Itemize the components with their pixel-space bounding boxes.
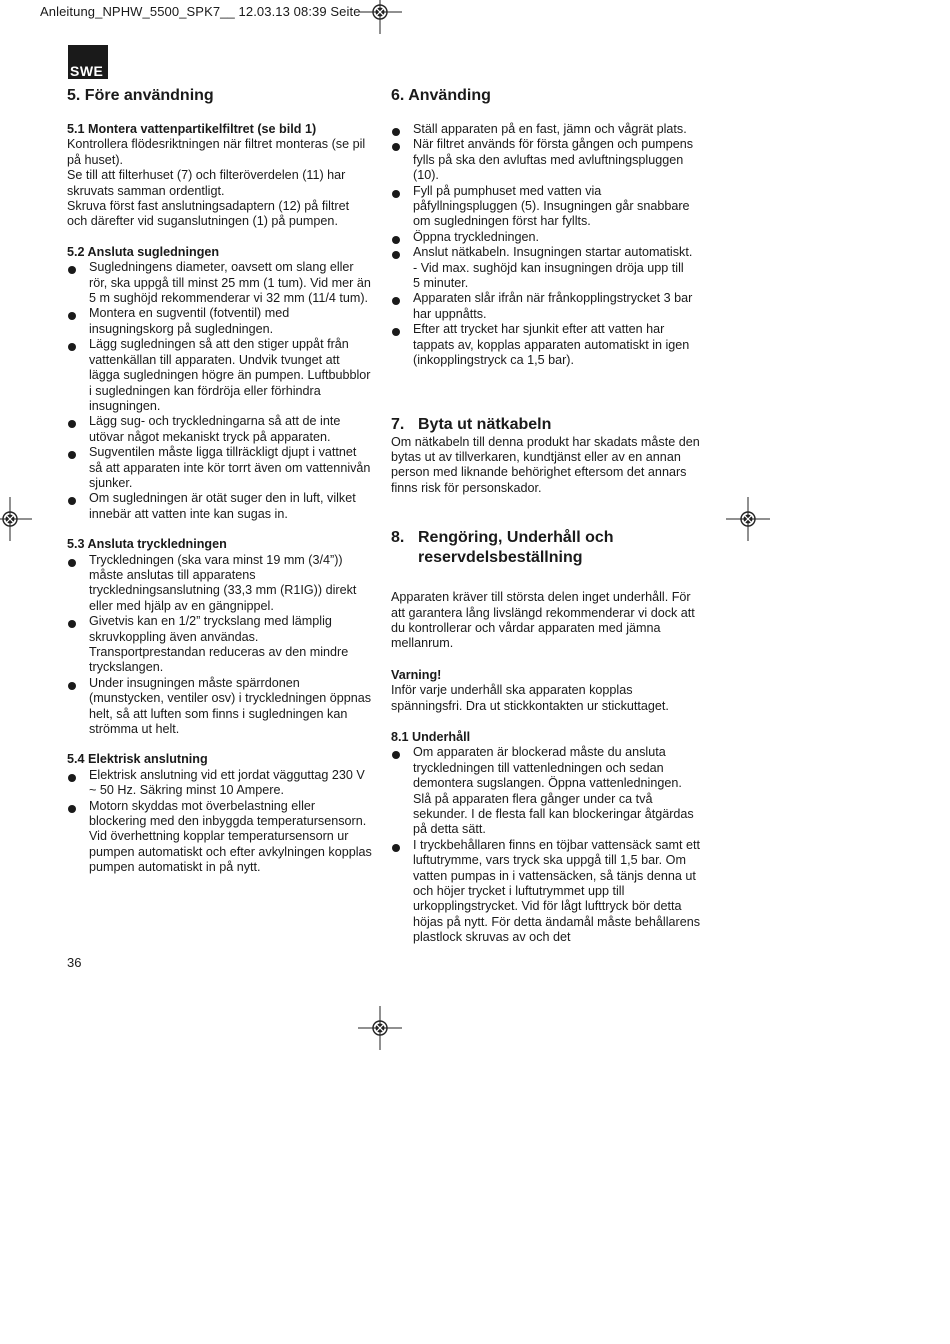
language-badge (68, 45, 108, 79)
section-8-title (391, 528, 701, 568)
list-item: Efter att trycket har sjunkit efter att vatten har tappats av, kopplas apparaten automatiskt in igen (inkopplingstryck ca 1,5 bar). (391, 322, 701, 368)
section-7-heading: Byta ut nätkabeln (418, 415, 552, 433)
section-5-1-paragraph: Skruva först fast anslutningsadaptern (12) på filtret och därefter vid suganslutningen (1) på pumpen. (67, 199, 350, 229)
list-item: Öppna tryckledningen. (391, 230, 701, 245)
warning-title: Varning! (391, 667, 442, 682)
list-item: Lägg sugledningen så att den stiger uppåt från vattenkällan till apparaten. Undvik tvunget att lägga sugledningen högre än pumpen. Luftbubblor i sugledningen kan fördröja eller förhindra insugningen. (67, 337, 372, 414)
list-item-note: 5 minuter. (413, 276, 469, 291)
section-5-4-list (67, 768, 372, 876)
section-5-3-list (67, 553, 372, 738)
page-number: 36 (67, 955, 82, 970)
list-item: Om sugledningen är otät suger den in luft, vilket innebär att vatten inte kan sugas in. (67, 491, 372, 522)
list-item: Om apparaten är blockerad måste du ansluta tryckledningen till vattenledningen och sedan demontera sugslangen. Öppna vattenledningen. Slå på apparaten flera gånger under ca två sekunder. I de flesta fall kan blockeringar åtgärdas på detta sätt. (391, 745, 701, 837)
list-item: Under insugningen måste spärrdonen (munstycken, ventiler osv) i tryckledningen öppnas helt, så att luften som finns i sugledningen kan strömma ut helt. (67, 676, 372, 738)
section-8-heading-line: Rengöring, Underhåll och (418, 529, 614, 547)
section-8-heading (418, 528, 614, 568)
list-item: Elektrisk anslutning vid ett jordat vägguttag 230 V ~ 50 Hz. Säkring minst 10 Ampere. (67, 768, 372, 799)
list-item: I tryckbehållaren finns en töjbar vattensäck samt ett luftutrymme, vars tryck ska uppgå till 1,5 bar. Om vatten pumpas in i vattensäcken, så tänjs denna ut och höjer trycket i luftutrymmet upp till urkopplingstrycket. Vid för lågt lufttryck bör detta höjas på nytt. För detta ändamål måste behållarens plastlock skruvas av och det (391, 838, 701, 946)
section-6-list (391, 122, 701, 369)
list-item: Ställ apparaten på en fast, jämn och vågrät plats. (391, 122, 701, 137)
list-item: Apparaten slår ifrån när frånkopplingstrycket 3 bar har uppnåtts. (391, 291, 701, 322)
list-item: När filtret används för första gången och pumpens fylls på ska den avluftas med avluftningspluggen (10). (391, 137, 701, 183)
registration-mark-left-icon (0, 497, 32, 541)
section-8-number: 8. (391, 529, 405, 547)
section-7-number: 7. (391, 415, 405, 433)
right-column (391, 86, 701, 946)
section-6-title: 6. Använding (391, 87, 491, 104)
section-5-2-list (67, 260, 372, 522)
list-item (391, 245, 701, 291)
section-7-paragraph: Om nätkabeln till denna produkt har skadats måste den bytas ut av tillverkaren, kundtjänst eller av en annan person med liknande behörighet eftersom det annars finns risk för personskador. (391, 434, 700, 495)
section-8-1-list (391, 745, 701, 945)
list-item: Montera en sugventil (fotventil) med insugningskorg på sugledningen. (67, 306, 372, 337)
registration-mark-right-icon (726, 497, 770, 541)
warning-text: Inför varje underhåll ska apparaten kopplas spänningsfri. Dra ut stickkontakten ur stickuttaget. (391, 683, 669, 713)
section-5-title: 5. Före användning (67, 87, 214, 104)
list-item: Tryckledningen (ska vara minst 19 mm (3/4”)) måste anslutas till apparatens tryckledningsanslutning (33,3 mm (R1IG)) direkt eller med hjälp av en gängnippel. (67, 553, 372, 615)
list-item-text: Anslut nätkabeln. Insugningen startar automatiskt. (413, 245, 693, 260)
section-5-1-paragraph: Kontrollera flödesriktningen när filtret monteras (se pil på huset). (67, 137, 366, 167)
list-item: Givetvis kan en 1/2” tryckslang med lämplig skruvkoppling även användas. Transportprestandan reduceras av den mindre tryckslangen. (67, 614, 372, 676)
section-5-3-title: 5.3 Ansluta tryckledningen (67, 537, 227, 552)
list-item: Lägg sug- och tryckledningarna så att de inte utövar något mekaniskt tryck på apparaten. (67, 414, 372, 445)
section-8-1-title: 8.1 Underhåll (391, 729, 471, 744)
section-5-1-paragraph: Se till att filterhuset (7) och filteröverdelen (11) har skruvats samman ordentligt. (67, 168, 346, 198)
section-5-2-title: 5.2 Ansluta sugledningen (67, 244, 220, 259)
section-8-heading-line: reservdelsbeställning (418, 549, 583, 567)
section-5-4-title: 5.4 Elektrisk anslutning (67, 752, 208, 767)
left-column (67, 86, 372, 876)
language-badge-label: SWE (70, 63, 104, 79)
list-item: Sugventilen måste ligga tillräckligt djupt i vattnet så att apparaten inte kör torrt även om vattennivån sjunker. (67, 445, 372, 491)
section-7-title (391, 415, 701, 435)
list-item: Fyll på pumphuset med vatten via påfyllningspluggen (5). Insugningen går snabbare om sugledningen först har fyllts. (391, 184, 701, 230)
list-item: Sugledningens diameter, oavsett om slang eller rör, ska uppgå till minst 25 mm (1 tum). Vid mer än 5 m sughöjd rekommenderar vi 32 mm (11/4 tum). (67, 260, 372, 306)
registration-mark-top-icon (358, 0, 402, 34)
registration-mark-bottom-icon (358, 1006, 402, 1050)
section-5-1-title: 5.1 Montera vattenpartikelfiltret (se bild 1) (67, 122, 317, 136)
list-item: Motorn skyddas mot överbelastning eller blockering med den inbyggda temperatursensorn. Vid överhettning kopplar temperatursensorn ur pumpen automatiskt och efter avkylningen kopplas pumpen automatiskt in på nytt. (67, 799, 372, 876)
running-head: Anleitung_NPHW_5500_SPK7__ 12.03.13 08:39 Seite (40, 4, 361, 19)
section-8-paragraph: Apparaten kräver till största delen inget underhåll. För att garantera lång livslängd rekommenderar vi dock att du kontrollerar och vårdar apparaten med jämna mellanrum. (391, 590, 695, 651)
list-item-note: - Vid max. sughöjd kan insugningen dröja upp till (413, 260, 684, 275)
